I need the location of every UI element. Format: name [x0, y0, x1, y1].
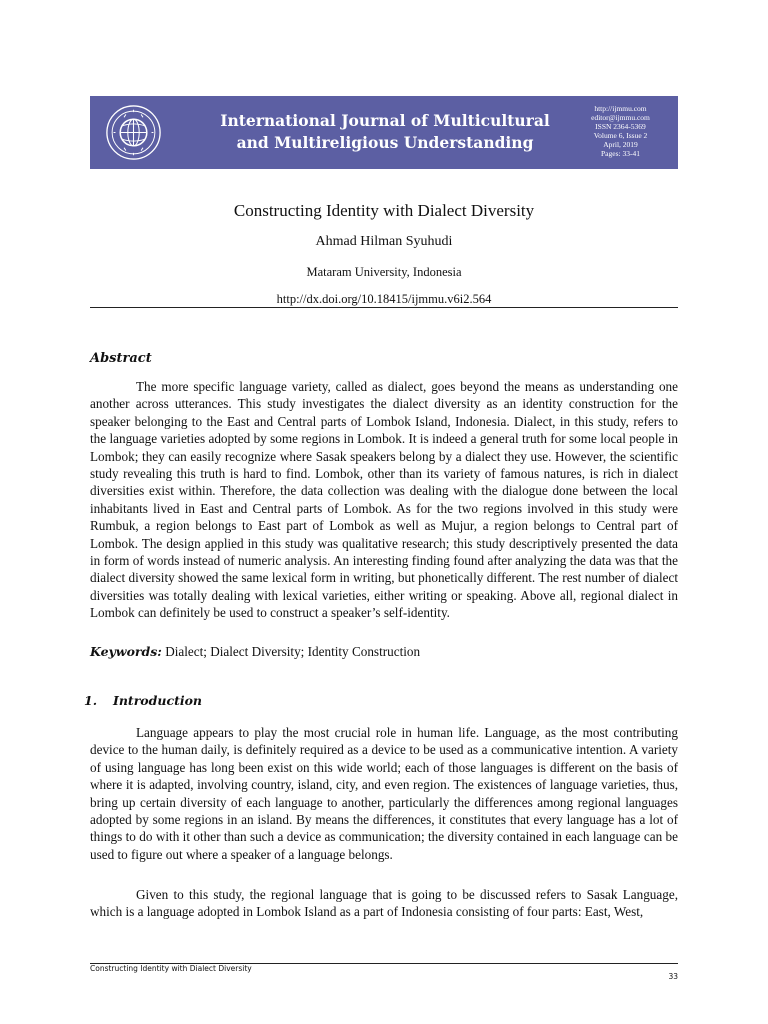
keywords-text: Dialect; Dialect Diversity; Identity Construction — [165, 644, 421, 659]
journal-volume: Volume 6, Issue 2 — [593, 130, 648, 140]
section-heading-introduction — [84, 692, 202, 710]
header-divider — [90, 307, 678, 308]
introduction-paragraph-1: Language appears to play the most crucial role in human life. Language, as the most contributing device to the human daily, is definitely required as a device to be used as a communicative intention. A variety of using language has long been exist on this wide world; each of those languages is different on the basis of where it is adapted, involving country, island, city, and even region. The existences of language varieties, thus, bring up certain diversity of each language to another, particularly the differences among regional languages adopted by some regions in an island. By means the differences, it constitutes that every language has a lot of things to do with it other than such a device as communication; the diversity contained in each language can be used to figure out where a speaker of a language belongs. — [90, 725, 678, 862]
abstract-heading: Abstract — [90, 351, 152, 366]
article-title: Constructing Identity with Dialect Diversity — [233, 201, 535, 220]
keywords-label: Keywords: — [90, 644, 162, 659]
journal-title-line2: and Multireligious Understanding — [236, 133, 534, 152]
journal-date: April, 2019 — [603, 139, 638, 149]
article-affiliation: Mataram University, Indonesia — [306, 265, 462, 279]
section-title: Introduction — [113, 693, 203, 708]
article-doi-link[interactable]: http://dx.doi.org/10.18415/ijmmu.v6i2.564 — [276, 292, 492, 306]
keywords — [90, 643, 420, 661]
journal-banner — [90, 96, 678, 169]
journal-globe-logo-icon — [105, 104, 162, 161]
journal-email[interactable]: editor@ijmmu.com — [591, 112, 650, 122]
journal-website[interactable]: http://ijmmu.com — [594, 104, 647, 113]
journal-title — [185, 110, 585, 154]
section-number: 1. — [84, 693, 98, 708]
journal-meta — [568, 105, 673, 158]
abstract-text: The more specific language variety, called as dialect, goes beyond the means as understanding one another across utterances. This study investigates the dialect diversity as an identity construction for the speaker belonging to the East and Central parts of Lombok Island, Indonesia. Dialect, in this study, refers to the language varieties adopted by some regions in Lombok. It is indeed a general truth for some local people in Lombok; they can easily recognize where Sasak speakers belong by a dialect they use. However, the scientific study revealing this truth is hard to find. Lombok, other than its variety of famous natures, is rich in dialect diversities exist within. Therefore, the data collection was dealing with the dialogue done between the local inhabitants lived in East and Central parts of Lombok. As for the two regions involved in this study were Rumbuk, a region belongs to East part of Lombok as well as Mujur, a region belongs to Central part of Lombok. The design applied in this study was qualitative research; this study descriptively presented the data in form of words instead of numeric analysis. An interesting finding found after analyzing the data was that the dialect diversity showed the same lexical form in writing, but phonetically different. The rest number of dialect diversities was totally dealing with lexical varieties, either writing or speaking. Above all, regional dialect in Lombok can definitely be used to construct a speaker’s self-identity. — [90, 379, 678, 621]
article-author: Ahmad Hilman Syuhudi — [315, 234, 453, 249]
footer-running-title: Constructing Identity with Dialect Diversity — [90, 964, 252, 973]
journal-title-line1: International Journal of Multicultural — [220, 111, 550, 130]
page-number: 33 — [668, 972, 678, 981]
journal-issn: ISSN 2364-5369 — [595, 121, 646, 131]
introduction-paragraph-2: Given to this study, the regional language that is going to be discussed refers to Sasak Language, which is a language adopted in Lombok Island as a part of Indonesia consisting of four parts: East, West, — [90, 887, 678, 920]
journal-pages: Pages: 33-41 — [601, 148, 640, 158]
